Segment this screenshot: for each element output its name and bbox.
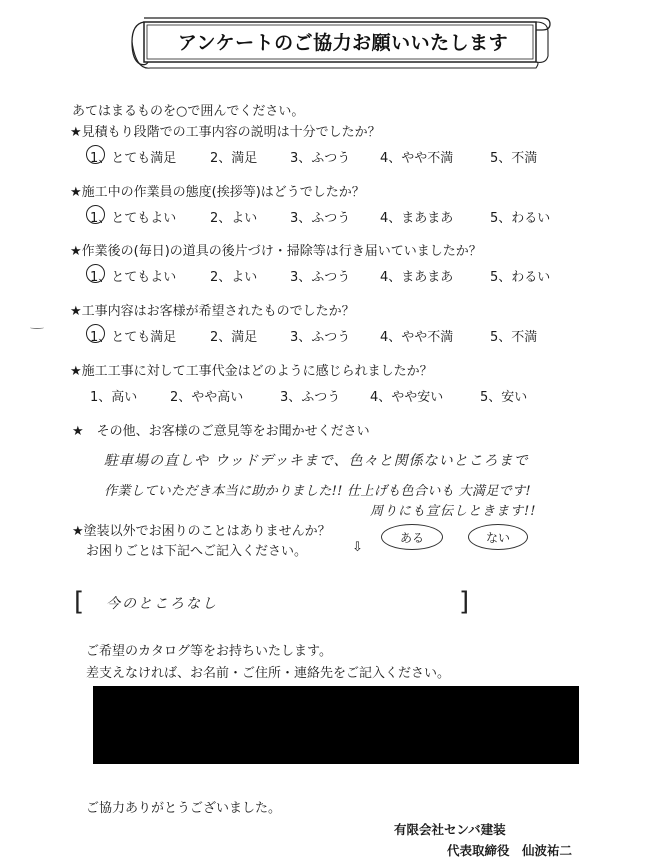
option-2[interactable]: 2、よい xyxy=(210,211,258,226)
page-title: アンケートのご協力お願いいたします xyxy=(177,32,509,54)
option-5[interactable]: 5、不満 xyxy=(490,330,538,345)
option-4[interactable]: 4、やや安い xyxy=(370,390,444,405)
margin-mark xyxy=(30,326,44,329)
option-yes[interactable]: ある xyxy=(381,524,443,550)
option-2[interactable]: 2、満足 xyxy=(210,330,258,345)
question-3 xyxy=(70,240,590,286)
option-3[interactable]: 3、ふつう xyxy=(290,330,351,345)
catalog-text: ご希望のカタログ等をお持ちいたします。 xyxy=(86,644,332,659)
options-row xyxy=(70,207,590,227)
title-banner xyxy=(128,12,552,70)
thanks-text: ご協力ありがとうございました。 xyxy=(86,801,282,816)
option-2[interactable]: 2、やや高い xyxy=(170,390,244,405)
ceo-name: 代表取締役 仙波祐二 xyxy=(447,843,573,858)
option-5[interactable]: 5、わるい xyxy=(490,270,551,285)
handwritten-comment-line-2: 作業していただき本当に助かりました!! 仕上げも色合いも 大満足です! xyxy=(104,484,531,499)
option-3[interactable]: 3、ふつう xyxy=(280,390,341,405)
question-1 xyxy=(70,121,590,167)
option-3[interactable]: 3、ふつう xyxy=(290,151,351,166)
other-comments-question: ★ その他、お客様のご意見等をお聞かせください xyxy=(72,424,370,439)
redacted-contact-block xyxy=(93,686,579,764)
options-row xyxy=(70,386,590,406)
option-1[interactable]: 1、とてもよい xyxy=(90,270,177,285)
company-name: 有限会社センバ建装 xyxy=(394,822,506,837)
handwritten-comment-line-1: 駐車場の直しや ウッドデッキまで、色々と関係ないところまで xyxy=(104,453,529,469)
answer-bracket-close: ] xyxy=(459,587,470,617)
question-4 xyxy=(70,300,590,346)
option-2[interactable]: 2、満足 xyxy=(210,151,258,166)
option-3[interactable]: 3、ふつう xyxy=(290,270,351,285)
option-1[interactable]: 1、とてもよい xyxy=(90,211,177,226)
other-problems-instruction: お困りごとは下記へご記入ください。 xyxy=(86,544,308,559)
option-4[interactable]: 4、やや不満 xyxy=(380,330,454,345)
option-4[interactable]: 4、まあまあ xyxy=(380,211,454,226)
question-2 xyxy=(70,181,590,227)
down-arrow-icon: ⇩ xyxy=(352,540,363,555)
option-1[interactable]: 1、とても満足 xyxy=(90,330,177,345)
option-4[interactable]: 4、まあまあ xyxy=(380,270,454,285)
handwritten-answer: 今のところなし xyxy=(106,596,218,612)
question-text: ★工事内容はお客様が希望されたものでしたか？ xyxy=(70,304,355,319)
options-row xyxy=(70,266,590,286)
option-4[interactable]: 4、やや不満 xyxy=(380,151,454,166)
handwritten-comment-line-3: 周りにも宣伝しときます!! xyxy=(370,504,537,519)
question-text: ★施工工事に対して工事代金はどのように感じられましたか？ xyxy=(70,364,433,379)
question-5 xyxy=(70,360,590,406)
question-text: ★作業後の(毎日)の道具の後片づけ・掃除等は行き届いていましたか？ xyxy=(70,244,482,259)
option-1[interactable]: 1、高い xyxy=(90,390,138,405)
option-1[interactable]: 1、とても満足 xyxy=(90,151,177,166)
question-text: ★施工中の作業員の態度(挨拶等)はどうでしたか？ xyxy=(70,185,365,200)
option-3[interactable]: 3、ふつう xyxy=(290,211,351,226)
options-row xyxy=(70,147,590,167)
option-2[interactable]: 2、よい xyxy=(210,270,258,285)
option-no-selected[interactable]: ない xyxy=(468,524,528,550)
other-problems-question: ★塗装以外でお困りのことはありませんか？ xyxy=(72,524,331,539)
instruction-text: あてはまるものを○で囲んでください。 xyxy=(72,104,305,119)
options-row xyxy=(70,326,590,346)
option-5[interactable]: 5、安い xyxy=(480,390,528,405)
contact-request-text: 差支えなければ、お名前・ご住所・連絡先をご記入ください。 xyxy=(86,666,451,681)
answer-bracket-open: [ xyxy=(74,587,85,617)
option-5[interactable]: 5、わるい xyxy=(490,211,551,226)
option-5[interactable]: 5、不満 xyxy=(490,151,538,166)
question-text: ★見積もり段階での工事内容の説明は十分でしたか？ xyxy=(70,125,381,140)
